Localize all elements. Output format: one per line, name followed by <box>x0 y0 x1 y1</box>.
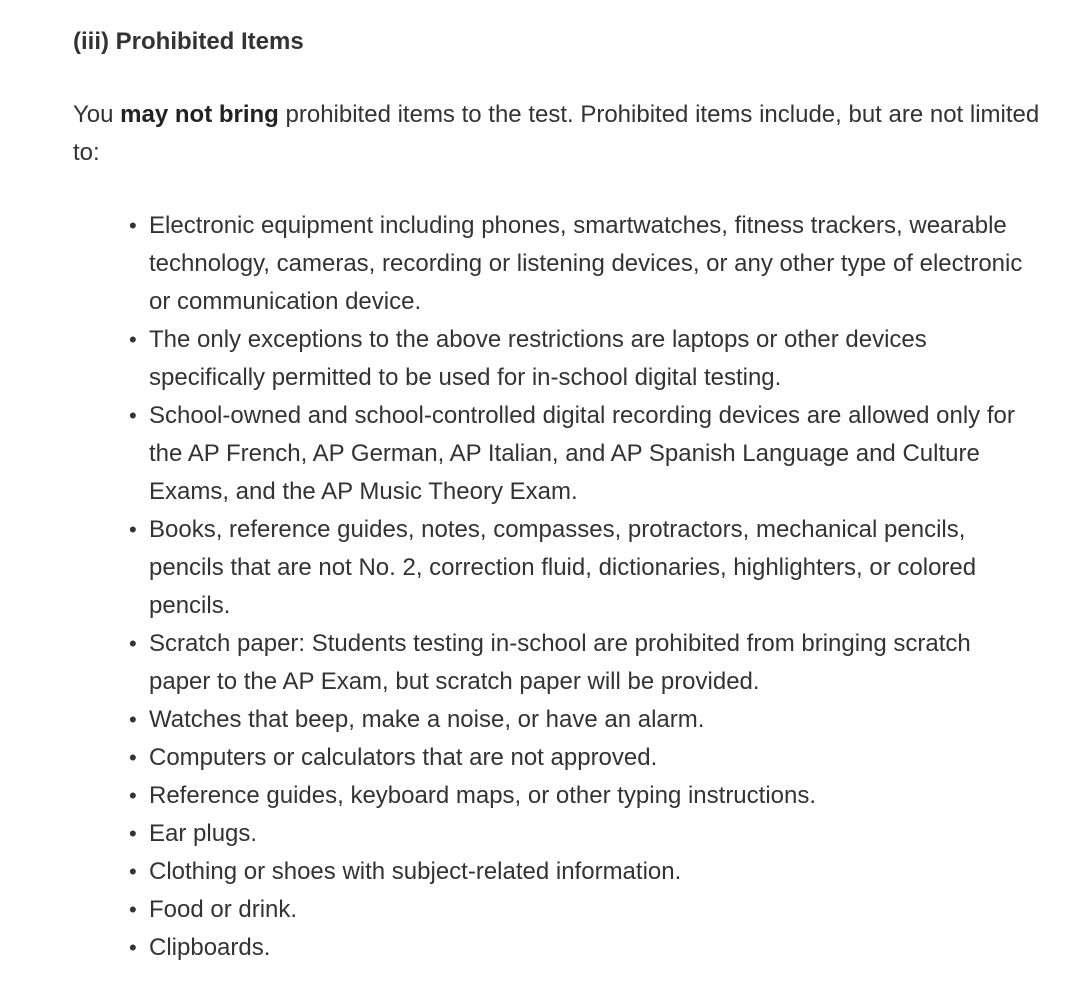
list-item <box>129 511 1043 625</box>
list-item <box>129 397 1043 511</box>
bullet-icon: • <box>129 745 137 770</box>
list-item-text: Food or drink. <box>149 896 298 923</box>
list-item <box>129 625 1043 701</box>
bullet-icon: • <box>129 327 137 352</box>
list-item <box>129 815 1043 853</box>
bullet-icon: • <box>129 859 137 884</box>
list-item-text: Electronic equipment including phones, smartwatches, fitness trackers, wearable technology, cameras, recording or listening devices, or any other type of electronic or communication device. <box>149 212 1023 315</box>
bullet-icon: • <box>129 783 137 808</box>
list-item-text: Books, reference guides, notes, compasses, protractors, mechanical pencils, pencils that are not No. 2, correction fluid, dictionaries, highlighters, or colored pencils. <box>149 516 977 619</box>
list-item-text: Reference guides, keyboard maps, or other typing instructions. <box>149 782 817 809</box>
bullet-icon: • <box>129 517 137 542</box>
list-item-text: Clipboards. <box>149 934 271 961</box>
list-item <box>129 701 1043 739</box>
bullet-icon: • <box>129 707 137 732</box>
list-item <box>129 777 1043 815</box>
bullet-icon: • <box>129 213 137 238</box>
document-content <box>73 20 1043 967</box>
section-heading: (iii) Prohibited Items <box>73 28 304 55</box>
list-item-text: Scratch paper: Students testing in-school are prohibited from bringing scratch paper to the AP Exam, but scratch paper will be provided. <box>149 630 971 695</box>
list-item <box>129 739 1043 777</box>
list-item <box>129 891 1043 929</box>
list-item-text: Computers or calculators that are not approved. <box>149 744 658 771</box>
bullet-icon: • <box>129 403 137 428</box>
list-item <box>129 853 1043 891</box>
list-item-text: Ear plugs. <box>149 820 258 847</box>
bullet-icon: • <box>129 821 137 846</box>
intro-emphasis: may not bring <box>120 101 279 128</box>
list-item <box>129 929 1043 967</box>
list-item <box>129 321 1043 397</box>
list-item-text: Clothing or shoes with subject-related information. <box>149 858 682 885</box>
list-item-text: Watches that beep, make a noise, or have an alarm. <box>149 706 705 733</box>
intro-paragraph <box>73 96 1043 172</box>
intro-text-after: prohibited items to the test. Prohibited items include, but are not limited to: <box>73 101 1040 166</box>
bullet-icon: • <box>129 935 137 960</box>
intro-text-before: You <box>73 101 121 128</box>
list-item <box>129 207 1043 321</box>
bullet-icon: • <box>129 897 137 922</box>
prohibited-items-list <box>73 207 1043 967</box>
bullet-icon: • <box>129 631 137 656</box>
list-item-text: School-owned and school-controlled digital recording devices are allowed only for the AP French, AP German, AP Italian, and AP Spanish Language and Culture Exams, and the AP Music Theory Exam. <box>149 402 1015 505</box>
list-item-text: The only exceptions to the above restrictions are laptops or other devices specifically permitted to be used for in-school digital testing. <box>149 326 927 391</box>
